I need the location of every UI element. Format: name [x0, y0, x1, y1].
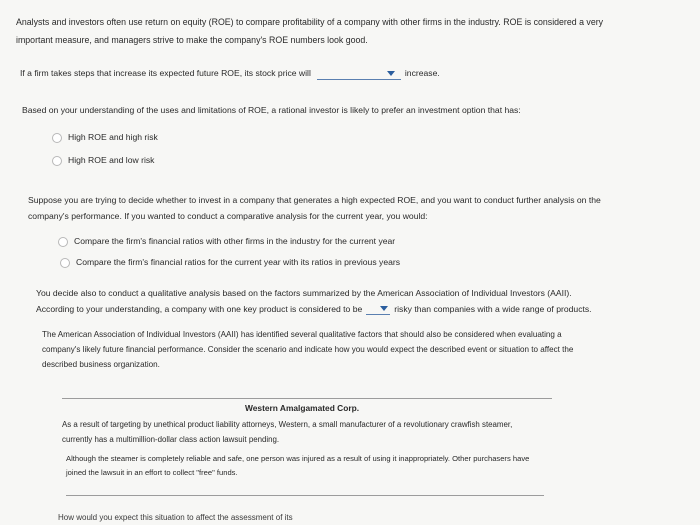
q3-prompt: Suppose you are trying to decide whether to invest in a company that generates a high expected ROE, and you want to conduct further analysis on the company's performance. If you wanted to conduct a comparative analysis for the current year, you would:: [28, 195, 601, 222]
divider-top: [62, 398, 552, 399]
scenario-paragraph-1: As a result of targeting by unethical product liability attorneys, Western, a small manufacturer of a revolutionary crawfish steamer, currently has a multimillion-dollar class action lawsuit pending.: [62, 420, 513, 444]
chevron-down-icon: [387, 71, 395, 76]
radio-label: Compare the firm's financial ratios with other firms in the industry for the current year: [74, 236, 396, 246]
radio-button[interactable]: [52, 133, 62, 143]
bottom-question: How would you expect this situation to affect the assessment of its: [58, 513, 293, 522]
radio-label: Compare the firm's financial ratios for the current year with its ratios in previous years: [76, 257, 401, 267]
radio-button[interactable]: [60, 258, 70, 268]
radio-option-compare-industry[interactable]: [58, 235, 395, 248]
q4-text-before: According to your understanding, a company with one key product is considered to be: [36, 304, 363, 315]
radio-label: High ROE and low risk: [68, 155, 155, 165]
risk-comparison-dropdown[interactable]: [366, 303, 390, 315]
radio-button[interactable]: [52, 156, 62, 166]
q4-block: [36, 285, 596, 318]
q2-prompt: Based on your understanding of the uses and limitations of ROE, a rational investor is likely to prefer an investment option that has:: [22, 105, 521, 115]
q1-text-before: If a firm takes steps that increase its expected future ROE, its stock price will: [20, 68, 311, 78]
radio-option-high-roe-low-risk[interactable]: [52, 154, 154, 167]
q5-prompt: The American Association of Individual Investors (AAII) has identified several qualitative factors that should also be considered when evaluating a company's likely future financial performance. Consider the scenario and indicate how you would expect the described event or situation to affect the described business organization.: [42, 330, 574, 369]
q1-text-after: increase.: [404, 68, 440, 78]
radio-option-high-roe-high-risk[interactable]: [52, 131, 158, 144]
q4-text-after: risky than companies with a wide range of products.: [394, 304, 592, 315]
scenario-title: Western Amalgamated Corp.: [245, 403, 360, 413]
scenario-paragraph-2: Although the steamer is completely reliable and safe, one person was injured as a result of using it inappropriately. Other purchasers have joined the lawsuit in an effort to collect "free" funds.: [66, 454, 530, 478]
radio-option-compare-previous-years[interactable]: [60, 256, 400, 269]
radio-button[interactable]: [58, 237, 68, 247]
stock-price-dropdown[interactable]: [317, 68, 401, 80]
radio-label: High ROE and high risk: [68, 132, 158, 142]
chevron-down-icon: [380, 306, 388, 311]
question-stock-price: [20, 67, 680, 80]
intro-paragraph: Analysts and investors often use return on equity (ROE) to compare profitability of a company with other firms in the industry. ROE is considered a very important measure, and managers strive to make the company's ROE numbers look good.: [16, 17, 604, 46]
divider-bottom: [66, 495, 544, 496]
q4-line1: You decide also to conduct a qualitative analysis based on the factors summarized by the American Association of Individual Investors (AAII).: [36, 288, 572, 298]
